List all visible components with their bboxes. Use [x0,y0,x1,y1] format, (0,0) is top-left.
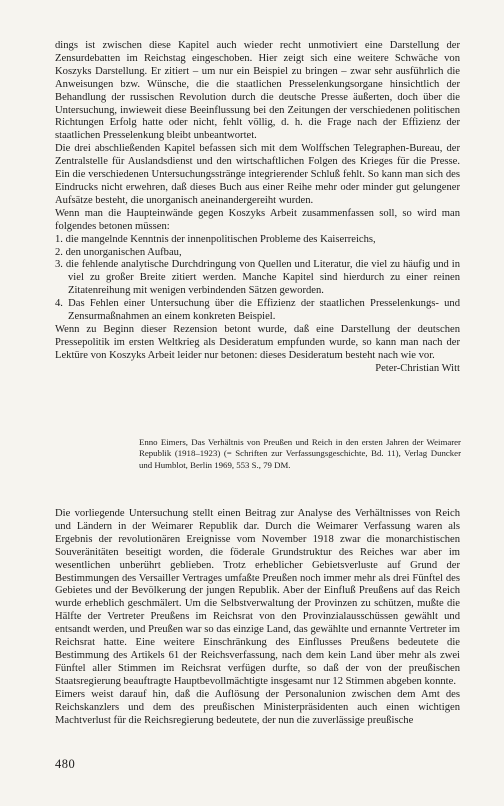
book-reference: Enno Eimers, Das Verhältnis von Preußen und Reich in den ersten Jahren der Weimarer Republik (1918–1923) (= Schriften zur Verfassungsgeschichte, Bd. 11), Verlag Duncker und Humblot, Berlin 1969, 553 S., 79 DM. [139,437,461,470]
body-paragraph: Die drei abschließenden Kapitel befassen sich mit dem Wolffschen Telegraphen-Bureau, der Zentralstelle für Auslandsdienst und den wirtschaftlichen Folgen des Krieges für die Presse. Ein die verschiedenen Untersuchungsstränge integrierender Schluß fehlt. So kann man sich des Eindrucks nicht erwehren, daß dieses Buch aus einer Reihe mehr oder minder gut gelungener Aufsätze besteht, die unorganisch aneinandergereiht wurden. [55,143,460,206]
body-paragraph: Eimers weist darauf hin, daß die Auflösung der Personalunion zwischen dem Amt des Reichskanzlers und dem des preußischen Ministerpräsidenten auch einen wichtigen Machtverlust für die Reichsregierung bedeutete, der nun die zuverlässige preußische [55,688,460,726]
body-paragraph: Wenn man die Haupteinwände gegen Koszyks Arbeit zusammenfassen soll, so wird man folgendes betonen müssen: [55,207,460,232]
body-paragraph: Die vorliegende Untersuchung stellt einen Beitrag zur Analyse des Verhältnisses von Reich und Ländern in der Weimarer Republik dar. Durch die Weimarer Verfassung waren als Ergebnis der revolutionären Ereignisse vom November 1918 zwar die monarchistischen Souveränitäten beseitigt worden, die föderale Grundstruktur des Reiches war aber im wesentlichen unberührt geblieben. Trotz erheblicher Gebietsverluste auf Grund der Bestimmungen des Versailler Vertrages umfaßte Preußen noch immer mehr als drei Fünftel des Gebietes und der Bevölkerung der jungen Republik. Aber der Einfluß Preußens auf das Reich wurde erheblich geschmälert. Um die Selbstverwaltung der Provinzen zu schützen, mußte die Hälfte der Vertreter Preußens im Reichsrat von den Provinzialausschüssen gewählt und entsandt werden, und Preußen war so das einzige Land, das gewählte und ernannte Vertreter im Reichsrat hatte. Eine weitere Einschränkung des Einflusses Preußens bedeutete die Bestimmung des Artikels 61 der Reichsverfassung, nach dem kein Land über mehr als zwei Fünftel aller Stimmen im Reichsrat verfügen durfte, so daß der von der preußischen Staatsregierung beauftragte Hauptbevollmächtigte insgesamt nur 12 Stimmen abgeben konnte. [55,508,460,687]
review-eimers [55,508,460,727]
review-koszyk [55,40,460,376]
book-reference-block [139,437,461,471]
closing-text: Wenn zu Beginn dieser Rezension betont wurde, daß eine Darstellung der deutschen Pressepolitik im ersten Weltkrieg als Desideratum empfunden wurde, so kann man nach der Lektüre von Koszyks Arbeit leider nur betonen: dieses Desideratum besteht nach wie vor. [55,323,460,361]
reviewer-signature: Peter-Christian Witt [375,362,460,374]
list-item: 4. Das Fehlen einer Untersuchung über die Effizienz der staatlichen Presselenkungs- und Zensurmaßnahmen an einem konkreten Beispiel. [55,298,460,323]
page-number: 480 [55,757,76,771]
body-paragraph: dings ist zwischen diese Kapitel auch wieder recht unmotiviert eine Darstellung der Zensurdebatten im Reichstag eingeschoben. Hier zeigt sich eine weitere Schwäche von Koszyks Darstellung. Er zitiert – um nur ein Beispiel zu bringen – zwar sehr ausführlich die Anweisungen bzw. Wünsche, die die staatlichen Presselenkungsorgane hinsichtlich der Behandlung der russischen Revolution durch die deutsche Presse äußerten, doch über die Untersuchung, inwieweit diese Beeinflussung bei den Zeitungen der verschiedenen politischen Richtungen Erfolg hatte oder nicht, fehlt völlig, d. h. die Frage nach der Effizienz der staatlichen Presselenkung bleibt unbeantwortet. [55,40,460,142]
objections-list [55,234,460,324]
closing-paragraph [55,323,460,374]
list-item: 1. die mangelnde Kenntnis der innenpolitischen Probleme des Kaiserreichs, [55,233,376,245]
list-item: 3. die fehlende analytische Durchdringung von Quellen und Literatur, die viel zu häufig und in viel zu großer Breite zitiert werden. Manche Kapitel sind hierdurch zu einer reinen Zitatenreihung mit wenigen verbindenden Sätzen geworden. [55,259,460,297]
list-item: 2. den unorganischen Aufbau, [55,246,182,258]
